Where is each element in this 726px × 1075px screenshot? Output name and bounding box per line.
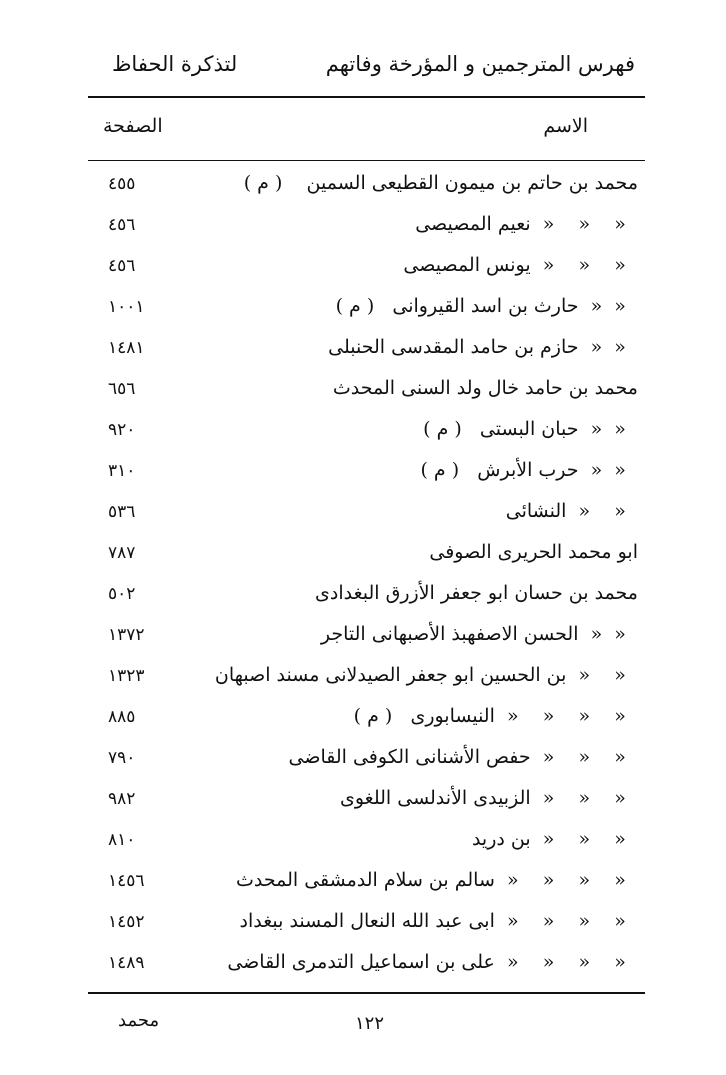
entry-name: « « حرب الأبرش ( م ) [420,459,638,481]
index-entries [0,166,726,986]
index-entry-row [0,330,726,371]
entry-page-number: ٨١٠ [108,830,136,850]
entry-page-number: ٩٢٠ [108,420,136,440]
entry-page-number: ٣١٠ [108,461,136,481]
footer-rule [88,992,645,994]
entry-name: « « « حفص الأشنانى الكوفى القاضى [288,746,638,768]
index-entry-row [0,371,726,412]
entry-page-number: ١٤٨١ [108,338,145,358]
entry-page-number: ٦٥٦ [108,379,136,399]
entry-name: « « « « النيسابورى ( م ) [353,705,638,727]
entry-name: « « « بن دريد [471,828,638,850]
entry-page-number: ٥٠٢ [108,584,136,604]
entry-page-number: ١٠٠١ [108,297,145,317]
entry-name: « « النشائى [505,500,638,522]
header-title: فهرس المترجمين و المؤرخة وفاتهم [325,52,635,76]
header-book-title: لتذكرة الحفاظ [112,52,238,76]
entry-name: « « بن الحسين ابو جعفر الصيدلانى مسند اصبهان [214,664,638,686]
page-number: ١٢٢ [355,1013,385,1034]
entry-name: محمد بن حسان ابو جعفر الأزرق البغدادى [315,582,638,604]
catchword: محمد [118,1010,160,1031]
index-entry-row [0,822,726,863]
header-rule [88,96,645,98]
index-entry-row [0,289,726,330]
index-entry-row [0,740,726,781]
index-entry-row [0,494,726,535]
entry-page-number: ١٣٢٣ [108,666,145,686]
entry-name: « « « « على بن اسماعيل التدمرى القاضى [227,951,638,973]
index-entry-row [0,617,726,658]
entry-name: « « « « ابى عبد الله النعال المسند ببغداد [239,910,638,932]
index-entry-row [0,781,726,822]
index-entry-row [0,412,726,453]
running-header [90,52,645,86]
index-entry-row [0,207,726,248]
entry-page-number: ٨٨٥ [108,707,136,727]
index-entry-row [0,904,726,945]
entry-name: « « حبان البستى ( م ) [423,418,638,440]
entry-page-number: ١٣٧٢ [108,625,145,645]
entry-page-number: ١٤٨٩ [108,953,145,973]
entry-name: « « حازم بن حامد المقدسى الحنبلى [328,336,638,358]
entry-page-number: ٧٨٧ [108,543,136,563]
entry-name: « « « الزبيدى الأندلسى اللغوى [339,787,638,809]
entry-page-number: ١٤٥٦ [108,871,145,891]
entry-name: « « « نعيم المصيصى [415,213,638,235]
index-entry-row [0,248,726,289]
index-entry-row [0,535,726,576]
entry-name: « « الحسن الاصفهبذ الأصبهانى التاجر [320,623,638,645]
entry-name: « « « « سالم بن سلام الدمشقى المحدث [236,869,638,891]
entry-name: « « حارث بن اسد القيروانى ( م ) [335,295,638,317]
entry-page-number: ٥٣٦ [108,502,136,522]
entry-page-number: ٤٥٦ [108,215,136,235]
index-entry-row [0,699,726,740]
entry-page-number: ٤٥٦ [108,256,136,276]
index-entry-row [0,945,726,986]
index-entry-row [0,863,726,904]
column-header-page: الصفحة [103,115,163,137]
entry-name: « « « يونس المصيصى [403,254,638,276]
entry-name: محمد بن حامد خال ولد السنى المحدث [332,377,638,399]
entry-page-number: ٧٩٠ [108,748,136,768]
index-entry-row [0,166,726,207]
entry-name: محمد بن حاتم بن ميمون القطيعى السمين ( م ) [243,172,638,194]
entry-name: ابو محمد الحريرى الصوفى [429,541,638,563]
index-entry-row [0,658,726,699]
entry-page-number: ٩٨٢ [108,789,136,809]
index-entry-row [0,453,726,494]
index-entry-row [0,576,726,617]
entry-page-number: ١٤٥٢ [108,912,145,932]
column-header-name: الاسم [543,115,588,137]
column-header-rule [88,160,645,161]
entry-page-number: ٤٥٥ [108,174,136,194]
